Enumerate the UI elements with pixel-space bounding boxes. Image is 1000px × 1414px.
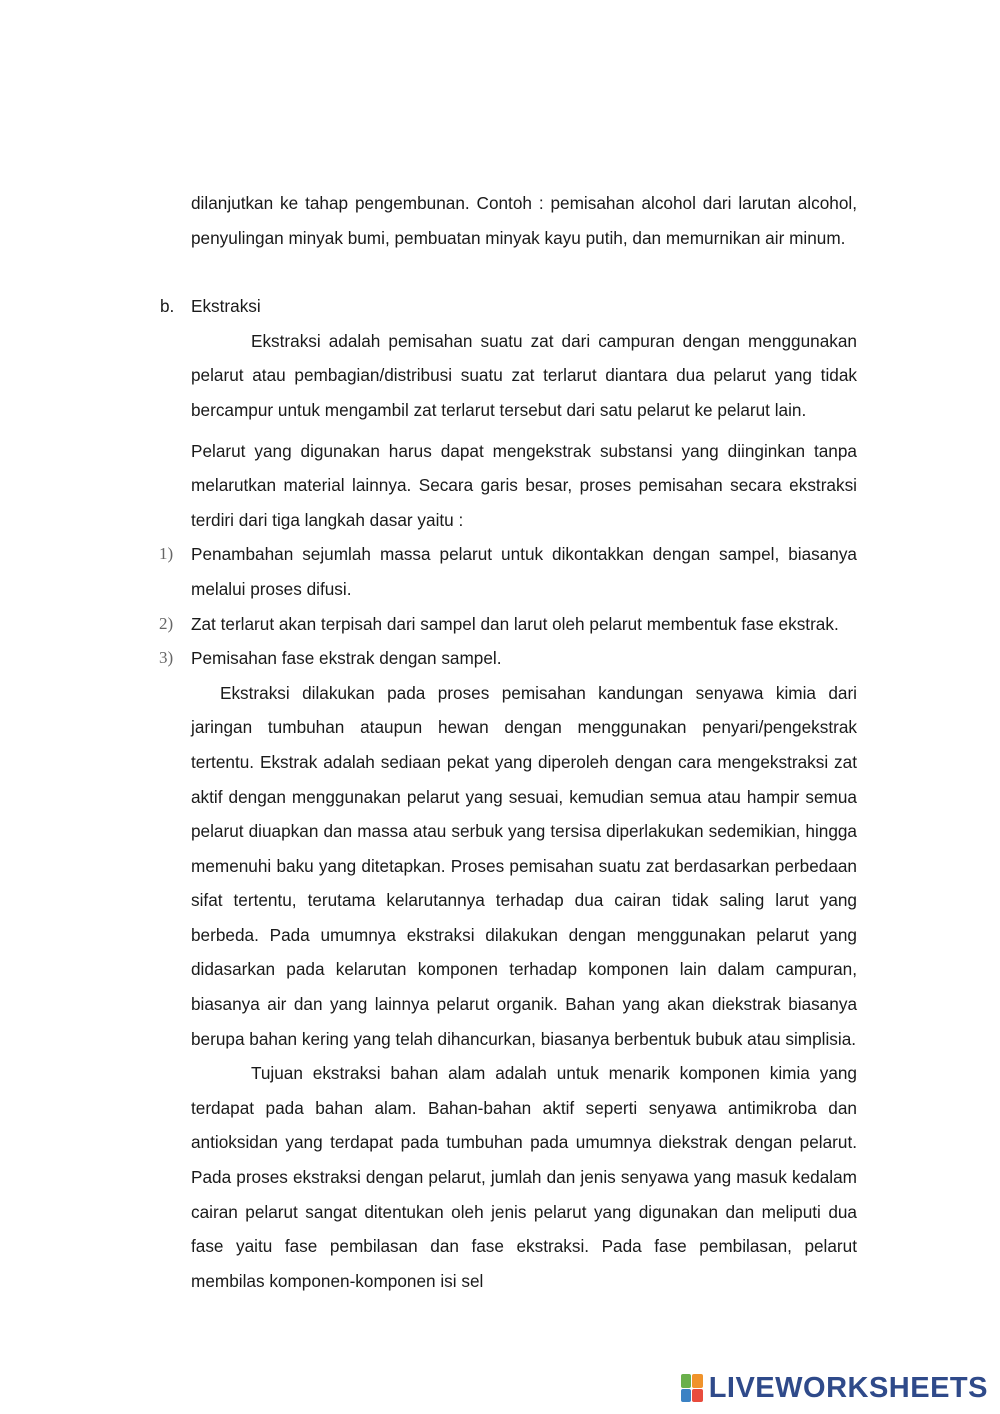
logo-tile-blue xyxy=(681,1389,692,1403)
step-number: 3) xyxy=(159,648,174,668)
step-text: Penambahan sejumlah massa pelarut untuk dikontakkan dengan sampel, biasanya melalui proses difusi. xyxy=(191,544,857,599)
extraction-purpose-paragraph: Tujuan ekstraksi bahan alam adalah untuk menarik komponen kimia yang terdapat pada bahan alam. Bahan-bahan aktif seperti senyawa antimikroba dan antioksidan yang terdapat pada tumbuhan pada umumnya diekstrak dengan pelarut. Pada proses ekstraksi dengan pelarut, jumlah dan jenis senyawa yang masuk kedalam cairan pelarut sangat ditentukan oleh jenis pelarut yang digunakan dan meliputi dua fase yaitu fase pembilasan dan fase ekstraksi. Pada fase pembilasan, pelarut membilas komponen-komponen isi sel xyxy=(191,1063,857,1291)
steps-list xyxy=(159,537,857,675)
liveworksheets-brand xyxy=(681,1370,988,1406)
continuation-paragraph: dilanjutkan ke tahap pengembunan. Contoh : pemisahan alcohol dari larutan alcohol, penyulingan minyak bumi, pembuatan minyak kayu putih, dan memurnikan air minum. xyxy=(191,193,857,248)
section-title: Ekstraksi xyxy=(191,296,261,317)
logo-tile-orange xyxy=(692,1374,703,1388)
liveworksheets-logo-icon xyxy=(681,1374,703,1402)
document-body xyxy=(159,186,857,1298)
definition-paragraph: Ekstraksi adalah pemisahan suatu zat dari campuran dengan menggunakan pelarut atau pembagian/distribusi suatu zat terlarut diantara dua pelarut yang tidak bercampur untuk mengambil zat terlarut tersebut dari satu pelarut ke pelarut lain. xyxy=(191,330,857,420)
brand-wordmark: LIVEWORKSHEETS xyxy=(708,1371,988,1404)
solvent-paragraph: Pelarut yang digunakan harus dapat mengekstrak substansi yang diinginkan tanpa melarutkan material lainnya. Secara garis besar, proses pemisahan secara ekstraksi terdiri dari tiga langkah dasar yaitu : xyxy=(191,440,857,530)
step-number: 2) xyxy=(159,613,174,633)
step-text: Zat terlarut akan terpisah dari sampel dan larut oleh pelarut membentuk fase ekstrak. xyxy=(191,613,839,634)
logo-tile-green xyxy=(681,1374,692,1388)
extraction-process-paragraph: Ekstraksi dilakukan pada proses pemisahan kandungan senyawa kimia dari jaringan tumbuhan ataupun hewan dengan menggunakan penyari/pengekstrak tertentu. Ekstrak adalah sediaan pekat yang diperoleh dengan cara mengekstraksi zat aktif dengan menggunakan pelarut yang sesuai, kemudian semua atau hampir semua pelarut diuapkan dan massa atau serbuk yang tersisa diperlakukan sedemikian, hingga memenuhi baku yang ditetapkan. Proses pemisahan suatu zat berdasarkan perbedaan sifat tertentu, terutama kelarutannya terhadap dua cairan tidak saling larut yang berbeda. Pada umumnya ekstraksi dilakukan dengan menggunakan pelarut yang didasarkan pada kelarutan komponen terhadap komponen lain dalam campuran, biasanya air dan yang lainnya pelarut organik. Bahan yang akan diekstrak biasanya berupa bahan kering yang telah dihancurkan, biasanya berbentuk bubuk atau simplisia. xyxy=(191,682,857,1049)
step-number: 1) xyxy=(159,544,174,564)
list-item xyxy=(159,641,857,676)
section-marker: b. xyxy=(160,296,175,317)
step-text: Pemisahan fase ekstrak dengan sampel. xyxy=(191,648,502,669)
logo-tile-red xyxy=(692,1389,703,1403)
list-item xyxy=(159,537,857,606)
list-item xyxy=(159,607,857,642)
section-heading xyxy=(160,289,857,324)
